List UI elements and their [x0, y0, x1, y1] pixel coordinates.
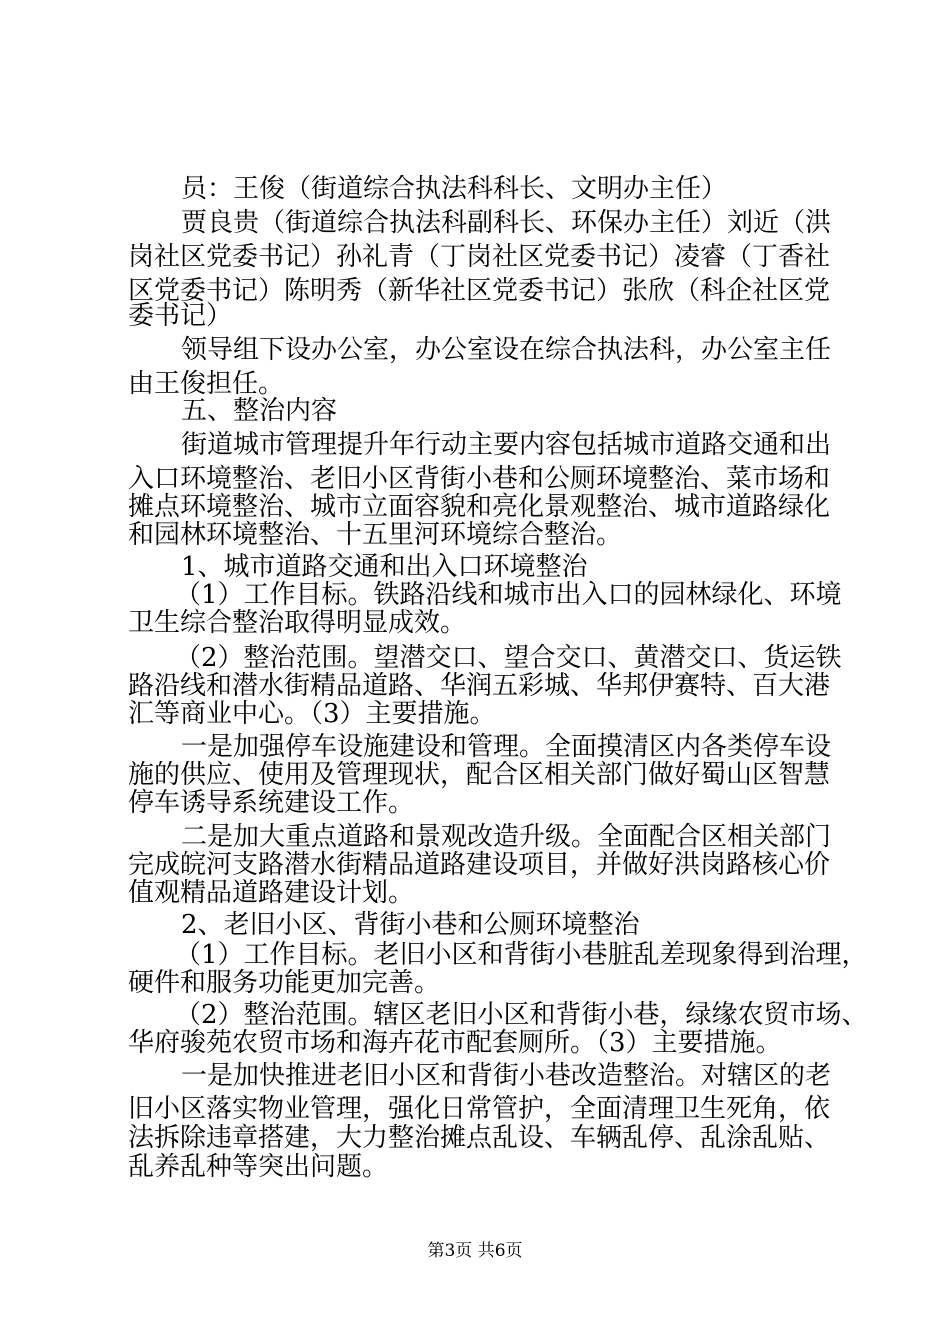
- section-heading: 五、整治内容: [181, 396, 338, 426]
- text-line: 旧小区落实物业管理，强化日常管护，全面清理卫生死角，依: [128, 1094, 831, 1124]
- subsection-heading: 2、老旧小区、背街小巷和公厕环境整治: [181, 910, 640, 940]
- text-line: 岗社区党委书记）孙礼青（丁岗社区党委书记）凌睿（丁香社: [128, 242, 831, 272]
- text-line: 委书记）: [128, 301, 233, 331]
- text-line: 入口环境整治、老旧小区背街小巷和公厕环境整治、菜市场和: [128, 464, 831, 494]
- text-line: 领导组下设办公室，办公室设在综合执法科，办公室主任: [181, 335, 832, 365]
- text-line: 汇等商业中心。（3）主要措施。: [128, 699, 496, 729]
- text-line: 街道城市管理提升年行动主要内容包括城市道路交通和出: [181, 430, 832, 460]
- text-line: 和园林环境整治、十五里河环境综合整治。: [128, 520, 623, 550]
- text-line: 硬件和服务功能更加完善。: [128, 968, 441, 998]
- text-line: 一是加强停车设施建设和管理。全面摸清区内各类停车设: [181, 732, 832, 762]
- text-line: 卫生综合整治取得明显成效。: [128, 608, 467, 638]
- text-line: （2）整治范围。辖区老旧小区和背街小巷，绿缘农贸市场、: [175, 1000, 868, 1030]
- text-line: 员：王俊（街道综合执法科科长、文明办主任）: [181, 174, 728, 204]
- text-line: 由王俊担任。: [128, 369, 285, 399]
- subsection-heading: 1、城市道路交通和出入口环境整治: [181, 552, 588, 582]
- text-line: 二是加大重点道路和景观改造升级。全面配合区相关部门: [181, 822, 832, 852]
- text-line: 法拆除违章搭建，大力整治摊点乱设、车辆乱停、乱涂乱贴、: [128, 1123, 831, 1153]
- text-line: 区党委书记）陈明秀（新华社区党委书记）张欣（科企社区党: [128, 276, 831, 306]
- text-line: 值观精品道路建设计划。: [128, 878, 415, 908]
- text-line: （1）工作目标。铁路沿线和城市出入口的园林绿化、环境: [175, 580, 842, 610]
- text-line: （2）整治范围。望潜交口、望合交口、黄潜交口、货运铁: [175, 643, 842, 673]
- text-line: 停车诱导系统建设工作。: [128, 788, 415, 818]
- text-line: 贾良贵（街道综合执法科副科长、环保办主任）刘近（洪: [181, 208, 832, 238]
- text-line: 路沿线和潜水街精品道路、华润五彩城、华邦伊赛特、百大港: [128, 671, 831, 701]
- text-line: 一是加快推进老旧小区和背街小巷改造整治。对辖区的老: [181, 1061, 832, 1091]
- text-line: 摊点环境整治、城市立面容貌和亮化景观整治、城市道路绿化: [128, 492, 831, 522]
- text-line: 完成皖河支路潜水街精品道路建设项目，并做好洪岗路核心价: [128, 850, 831, 880]
- text-line: （1）工作目标。老旧小区和背街小巷脏乱差现象得到治理，: [175, 940, 868, 970]
- text-line: 乱养乱种等突出问题。: [128, 1152, 389, 1182]
- text-line: 施的供应、使用及管理现状，配合区相关部门做好蜀山区智慧: [128, 760, 831, 790]
- page-footer: 第3页 共6页: [427, 1241, 523, 1261]
- text-line: 华府骏苑农贸市场和海卉花市配套厕所。（3）主要措施。: [128, 1028, 782, 1058]
